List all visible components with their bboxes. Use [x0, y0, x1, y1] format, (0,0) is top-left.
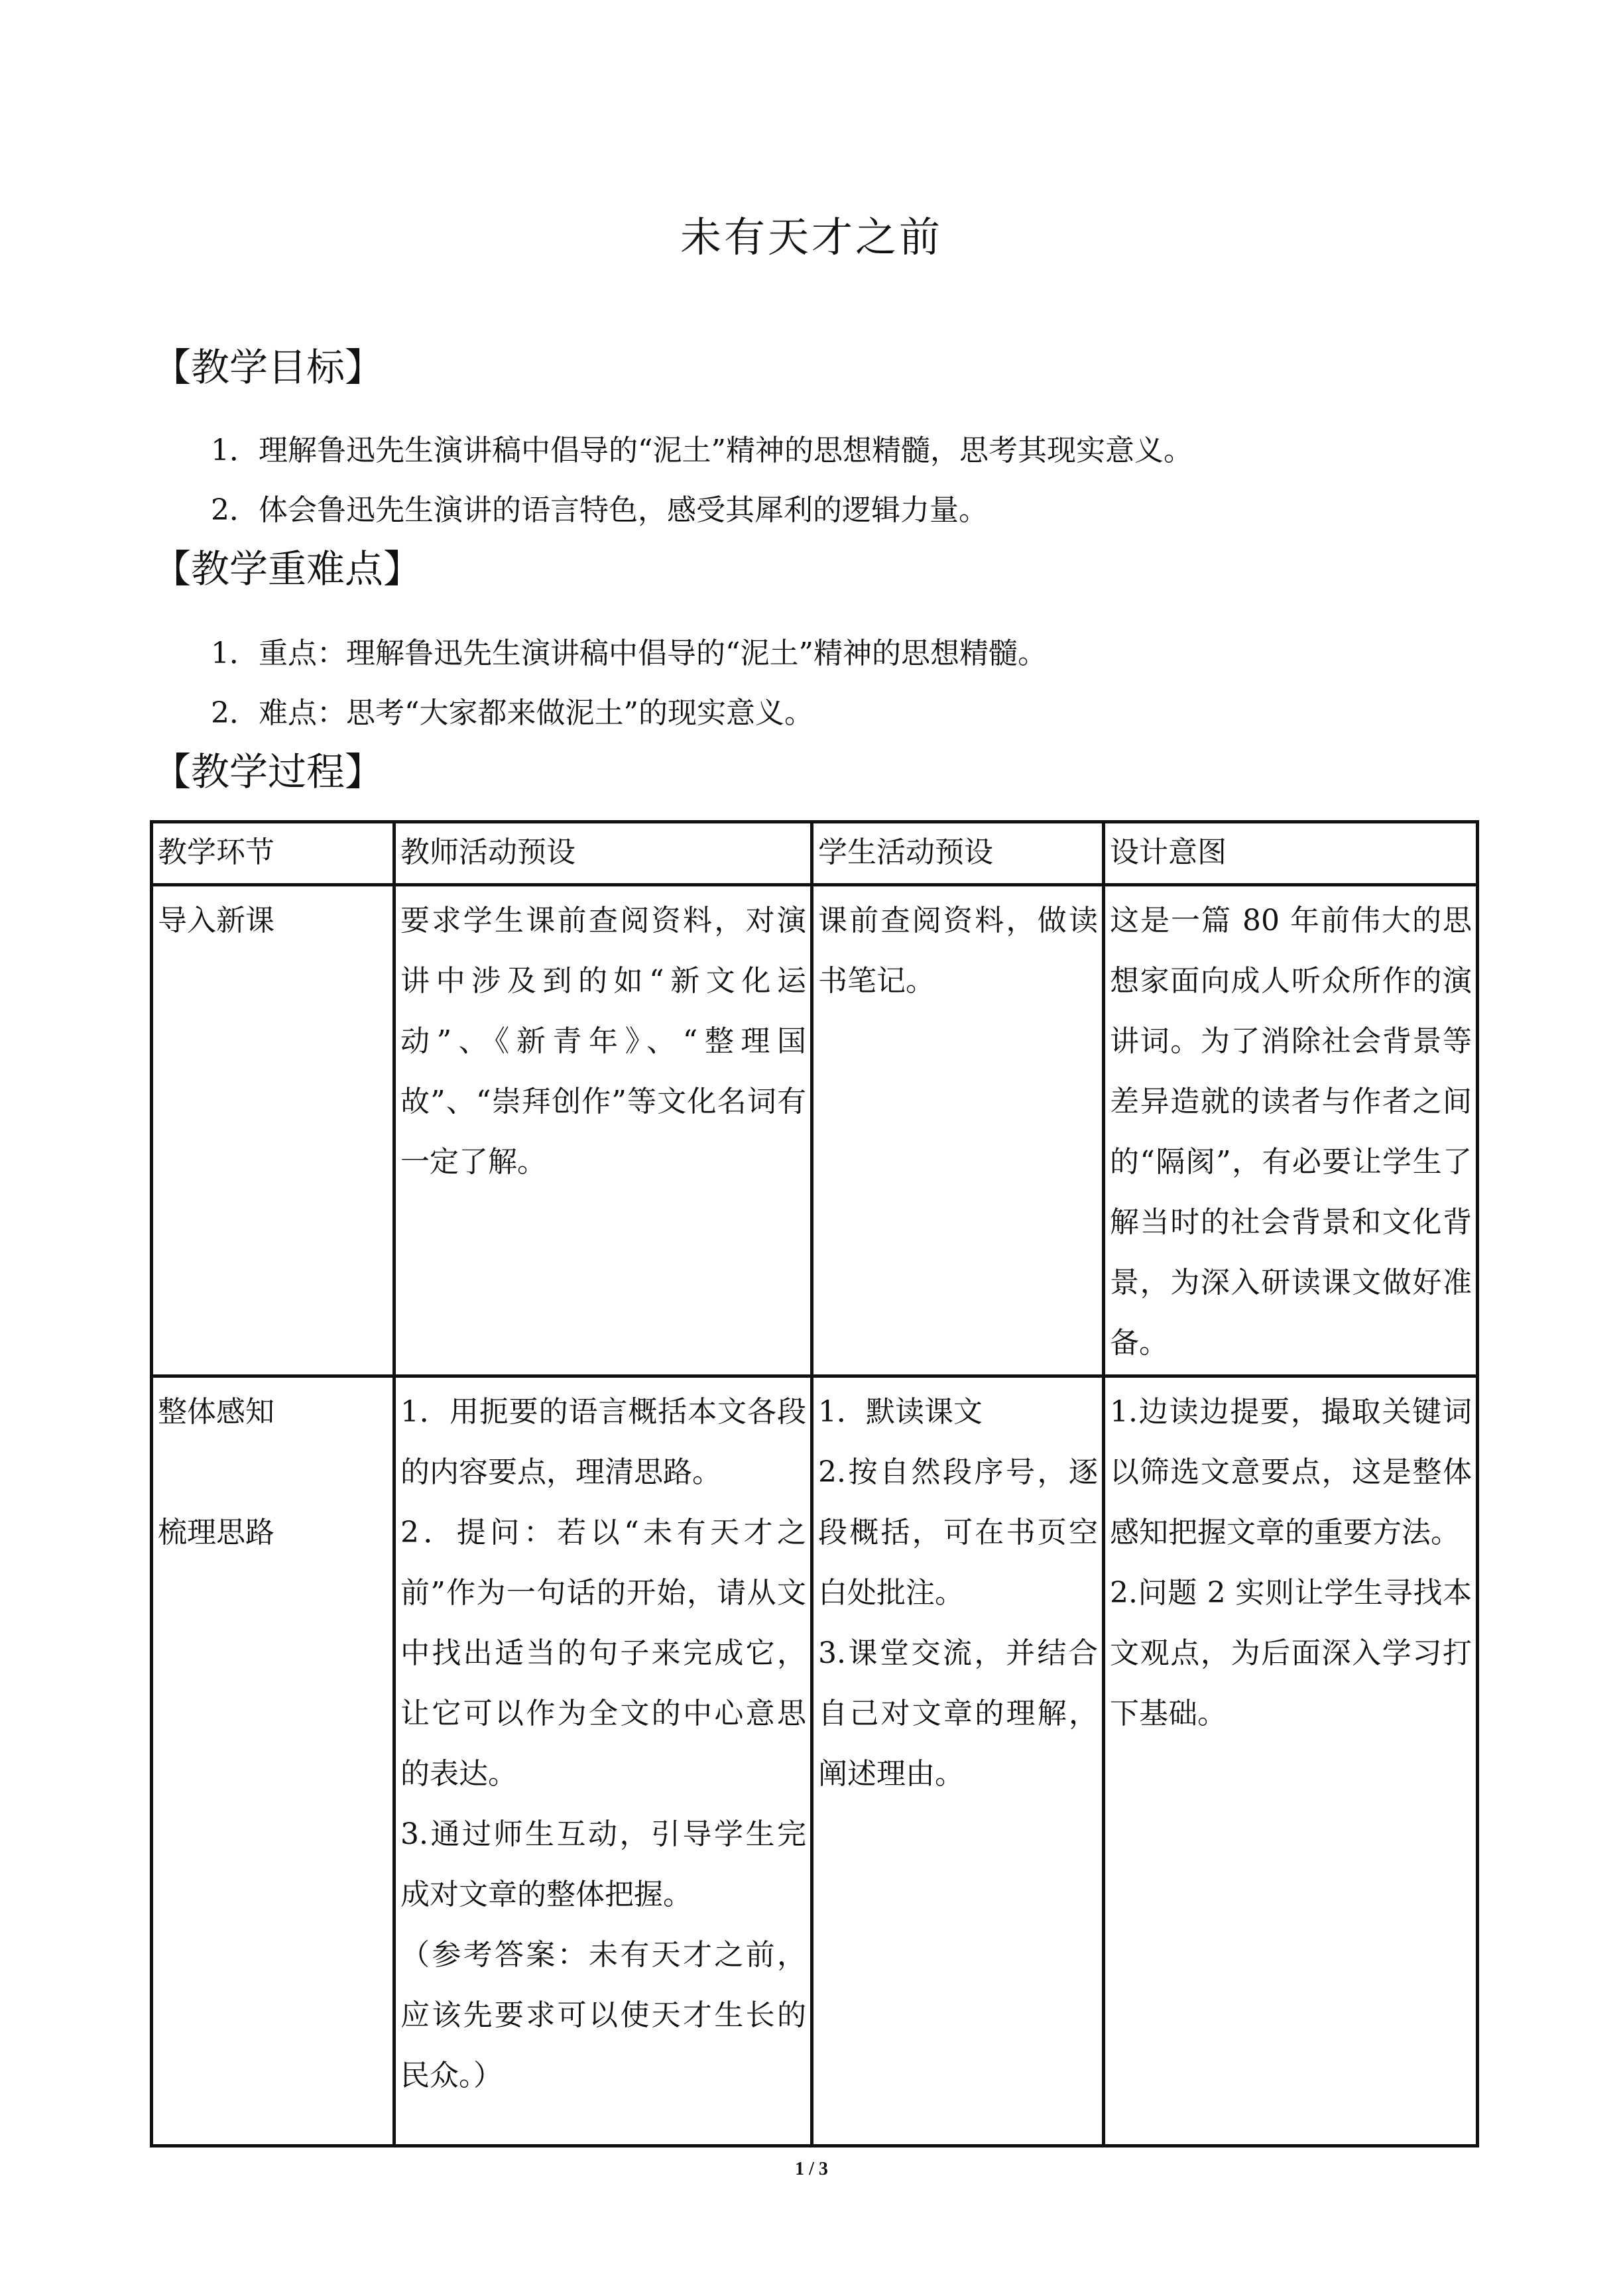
stage-line: 梳理思路	[158, 1516, 274, 1549]
teaching-process-table	[150, 820, 1479, 2147]
student-activity-cell	[812, 1376, 1104, 2146]
student-activity-text: 课前查阅资料，做读书笔记。	[818, 904, 1098, 998]
student-activity-text: 3.课堂交流，并结合自己对文章的理解，阐述理由。	[818, 1636, 1098, 1791]
teacher-activity-text: 2．提问：若以“未有天才之前”作为一句话的开始，请从文中找出适当的句子来完成它，让它可以作为全文的中心意思的表达。	[400, 1516, 806, 1791]
column-header-student: 学生活动预设	[812, 822, 1104, 885]
key-point-item-1: 1．重点：理解鲁迅先生演讲稿中倡导的“泥土”精神的思想精髓。	[211, 636, 1047, 670]
stage-line: 整体感知	[158, 1395, 274, 1429]
design-purpose-cell	[1104, 1376, 1478, 2146]
key-point-item-2: 2．难点：思考“大家都来做泥土”的现实意义。	[211, 696, 813, 730]
design-purpose-cell	[1104, 885, 1478, 1376]
teacher-activity-text: 1．用扼要的语言概括本文各段的内容要点，理清思路。	[400, 1395, 806, 1489]
stage-cell	[152, 885, 394, 1376]
objective-item-1: 1．理解鲁迅先生演讲稿中倡导的“泥土”精神的思想精髓，思考其现实意义。	[211, 434, 1193, 467]
process-heading: 【教学过程】	[152, 749, 384, 794]
student-activity-cell	[812, 885, 1104, 1376]
table-row	[152, 885, 1478, 1376]
column-header-purpose: 设计意图	[1104, 822, 1478, 885]
objectives-heading: 【教学目标】	[152, 345, 384, 390]
key-points-heading: 【教学重难点】	[152, 546, 422, 591]
table-header-row	[152, 822, 1478, 885]
teacher-activity-text: 要求学生课前查阅资料，对演讲中涉及到的如“新文化运动”、《新青年》、“整理国故”、“崇拜创作”等文化名词有一定了解。	[400, 904, 806, 1179]
teacher-activity-text: （参考答案：未有天才之前，应该先要求可以使天才生长的民众。）	[400, 1938, 806, 2092]
column-header-teacher: 教师活动预设	[394, 822, 812, 885]
student-activity-text: 1．默读课文	[818, 1395, 983, 1429]
design-purpose-text: 这是一篇 80 年前伟大的思想家面向成人听众所作的演讲词。为了消除社会背景等差异造就的读者与作者之间的“隔阂”，有必要让学生了解当时的社会背景和文化背景，为深入研读课文做好准备。	[1110, 904, 1472, 1360]
stage-spacer	[158, 1442, 389, 1502]
document-title: 未有天才之前	[680, 213, 943, 261]
column-header-stage: 教学环节	[152, 822, 394, 885]
objective-item-2: 2．体会鲁迅先生演讲的语言特色，感受其犀利的逻辑力量。	[211, 493, 988, 527]
teacher-activity-text: 3.通过师生互动，引导学生完成对文章的整体把握。	[400, 1817, 806, 1911]
student-activity-text: 2.按自然段序号，逐段概括，可在书页空白处批注。	[818, 1455, 1098, 1610]
table-row	[152, 1376, 1478, 2146]
teacher-activity-cell	[394, 885, 812, 1376]
page-number: 1 / 3	[795, 2159, 828, 2179]
teacher-activity-cell	[394, 1376, 812, 2146]
stage-cell	[152, 1376, 394, 2146]
design-purpose-text: 2.问题 2 实则让学生寻找本文观点，为后面深入学习打下基础。	[1110, 1576, 1472, 1730]
design-purpose-text: 1.边读边提要，撮取关键词以筛选文意要点，这是整体感知把握文章的重要方法。	[1110, 1395, 1472, 1549]
stage-line: 导入新课	[158, 904, 274, 937]
